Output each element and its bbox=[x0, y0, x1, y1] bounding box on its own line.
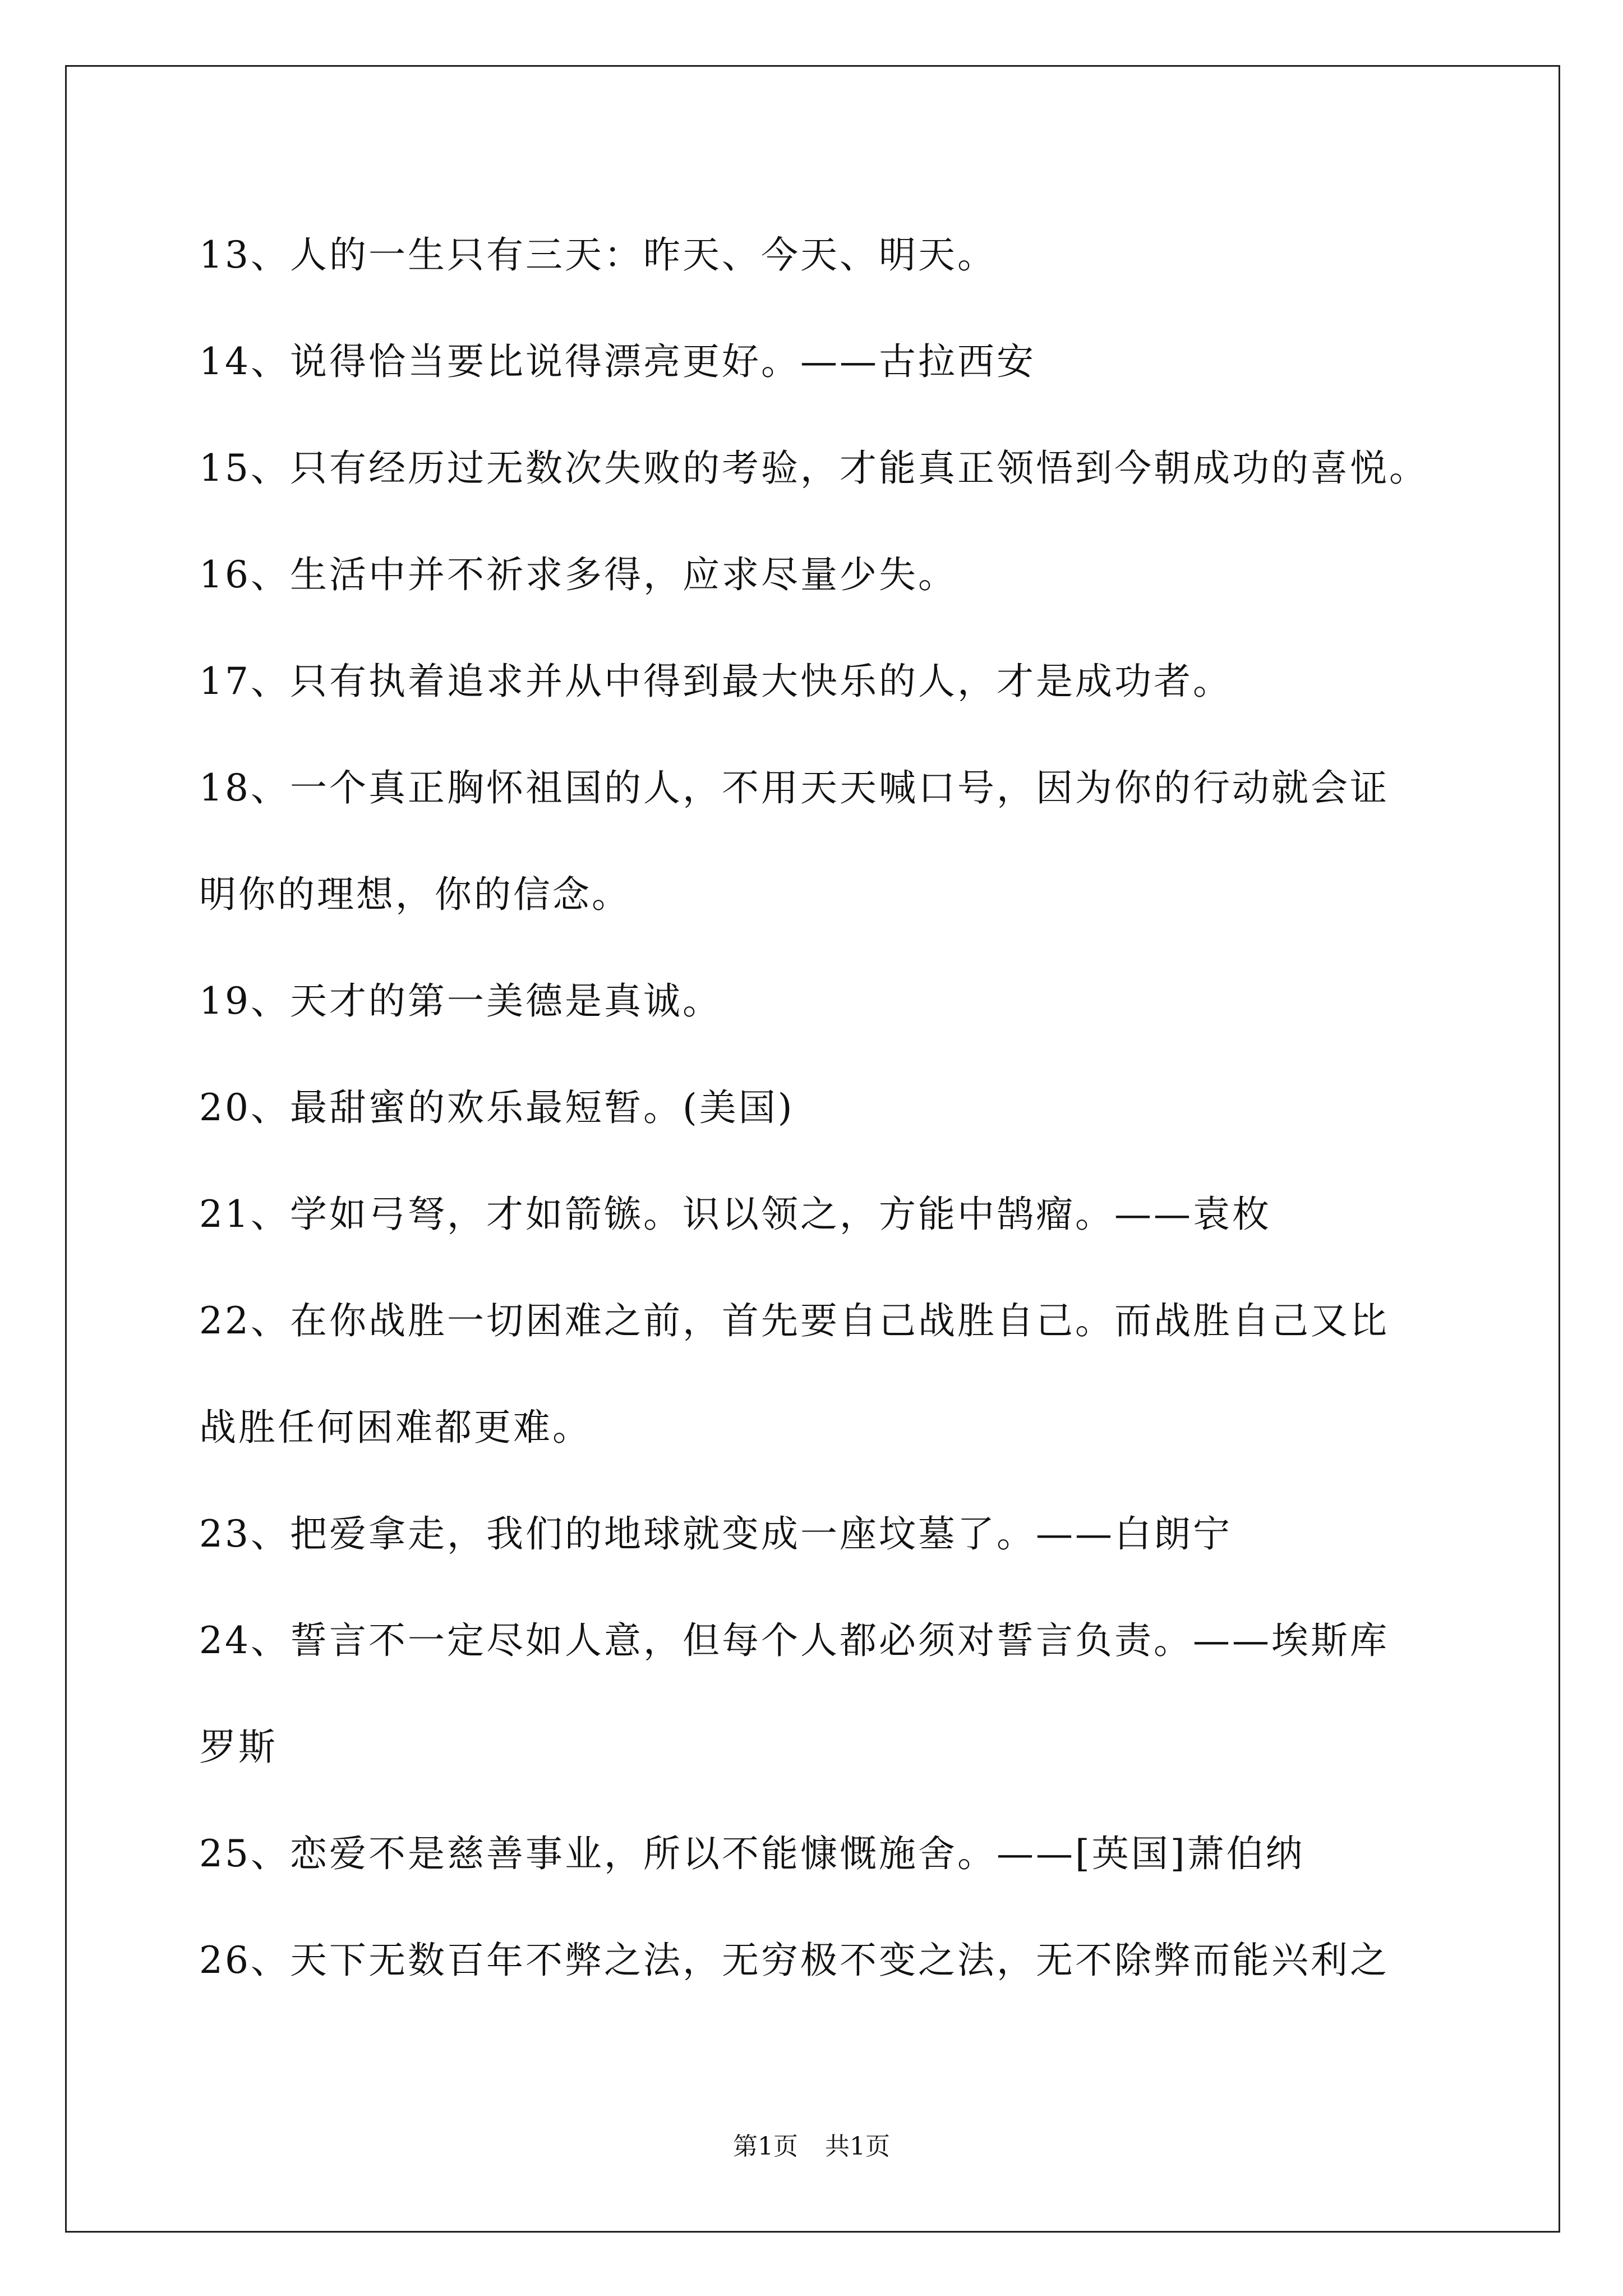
text-line: 16、生活中并不祈求多得，应求尽量少失。 bbox=[199, 553, 957, 596]
text-line: 18、一个真正胸怀祖国的人，不用天天喊口号，因为你的行动就会证 bbox=[199, 766, 1389, 809]
page-total: 共1页 bbox=[825, 2132, 890, 2161]
text-line: 19、天才的第一美德是真诚。 bbox=[199, 979, 722, 1023]
page-footer bbox=[0, 2126, 1623, 2162]
page-number: 第1页 bbox=[733, 2132, 798, 2161]
text-line: 17、只有执着追求并从中得到最大快乐的人，才是成功者。 bbox=[199, 660, 1232, 703]
text-line: 22、在你战胜一切困难之前，首先要自己战胜自己。而战胜自己又比 bbox=[199, 1299, 1389, 1342]
text-line: 20、最甜蜜的欢乐最短暂。(美国) bbox=[199, 1086, 795, 1129]
text-line: 25、恋爱不是慈善事业，所以不能慷慨施舍。——[英国]萧伯纳 bbox=[199, 1832, 1305, 1875]
text-line: 23、把爱拿走，我们的地球就变成一座坟墓了。——白朗宁 bbox=[199, 1512, 1232, 1556]
text-line: 24、誓言不一定尽如人意，但每个人都必须对誓言负责。——埃斯库 bbox=[199, 1619, 1389, 1662]
text-line: 罗斯 bbox=[199, 1726, 278, 1769]
document-body bbox=[199, 202, 1433, 2014]
text-line: 21、学如弓弩，才如箭镞。识以领之，方能中鹄瘤。——袁枚 bbox=[199, 1193, 1271, 1236]
text-line: 明你的理想，你的信念。 bbox=[199, 873, 631, 916]
text-line: 14、说得恰当要比说得漂亮更好。——古拉西安 bbox=[199, 340, 1036, 383]
text-line: 26、天下无数百年不弊之法，无穷极不变之法，无不除弊而能兴利之 bbox=[199, 1939, 1389, 1982]
text-line: 13、人的一生只有三天：昨天、今天、明天。 bbox=[199, 233, 997, 277]
text-line: 战胜任何困难都更难。 bbox=[199, 1406, 592, 1449]
text-line: 15、只有经历过无数次失败的考验，才能真正领悟到今朝成功的喜悦。 bbox=[199, 447, 1428, 490]
